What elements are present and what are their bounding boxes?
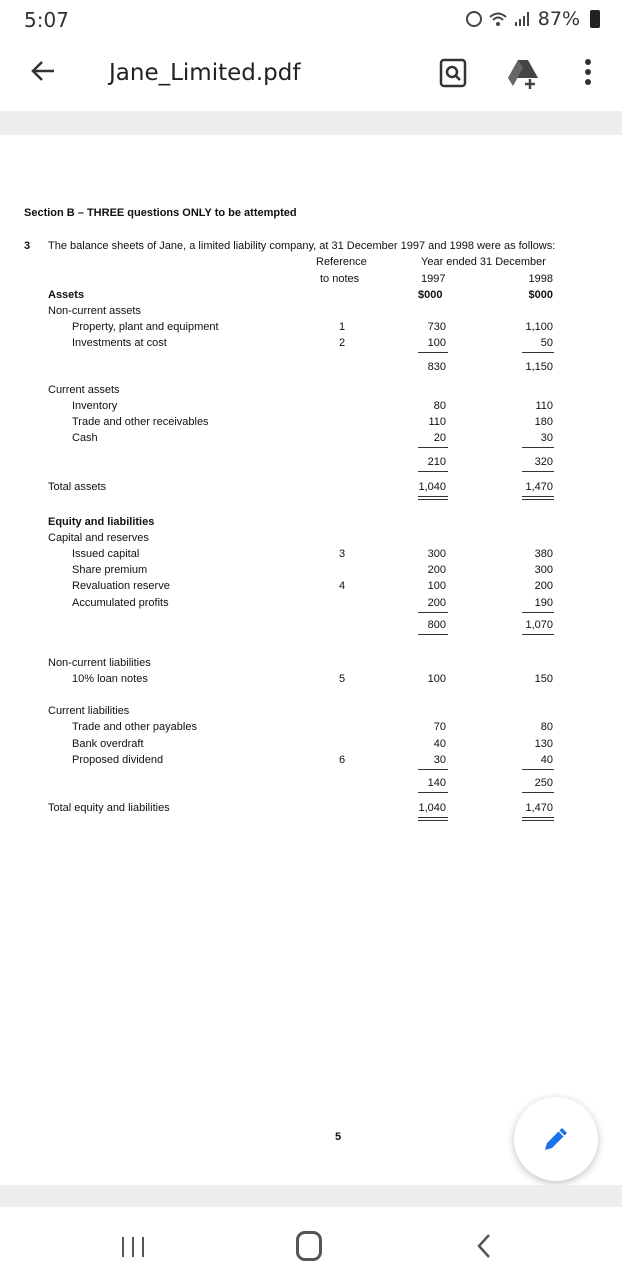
ref-header-2: to notes — [320, 273, 360, 285]
inventory-1998: 110 — [535, 400, 553, 412]
share-premium-1997: 200 — [427, 564, 446, 576]
double-underline — [522, 820, 554, 821]
cash-1998: 30 — [540, 432, 553, 444]
nca-total-1997: 830 — [427, 361, 446, 373]
underline — [522, 612, 554, 613]
loan-notes-label: 10% loan notes — [72, 673, 148, 685]
double-underline — [418, 820, 448, 821]
accumulated-1997: 200 — [427, 597, 446, 609]
total-eq-liab-1997: 1,040 — [418, 802, 446, 814]
investments-1998: 50 — [540, 337, 553, 349]
cash-1997: 20 — [433, 432, 446, 444]
dividend-ref: 6 — [338, 754, 346, 766]
overdraft-1998: 130 — [534, 738, 553, 750]
cash-label: Cash — [72, 432, 98, 444]
cl-total-1998: 250 — [534, 777, 553, 789]
accumulated-label: Accumulated profits — [72, 597, 169, 609]
underline — [522, 352, 554, 353]
revaluation-ref: 4 — [338, 580, 346, 592]
nav-back-icon[interactable] — [474, 1231, 494, 1261]
unit-1998: $000 — [528, 289, 553, 301]
receivables-1997: 110 — [428, 416, 446, 428]
system-nav-bar — [0, 1207, 622, 1280]
double-underline — [418, 496, 448, 497]
payables-1998: 80 — [540, 721, 553, 733]
loan-notes-1998: 150 — [534, 673, 553, 685]
wifi-icon — [488, 11, 508, 27]
double-underline — [522, 496, 554, 497]
payables-1997: 70 — [433, 721, 446, 733]
overdraft-1997: 40 — [433, 738, 446, 750]
ca-heading: Current assets — [48, 384, 120, 396]
page-number: 5 — [335, 1131, 342, 1143]
home-icon[interactable] — [296, 1231, 322, 1261]
investments-1997: 100 — [427, 337, 446, 349]
recents-icon[interactable] — [122, 1237, 144, 1259]
share-premium-1998: 300 — [534, 564, 553, 576]
underline — [522, 471, 554, 472]
underline — [522, 634, 554, 635]
total-eq-liab-1998: 1,470 — [525, 802, 553, 814]
status-bar — [0, 0, 622, 38]
underline — [418, 471, 448, 472]
nca-total-1998: 1,150 — [525, 361, 553, 373]
underline — [418, 612, 448, 613]
total-assets-1998: 1,470 — [525, 481, 553, 493]
receivables-1998: 180 — [534, 416, 553, 428]
page-separator-top — [0, 111, 622, 135]
ca-total-1998: 320 — [534, 456, 553, 468]
double-underline — [418, 817, 448, 818]
edit-fab-button[interactable] — [514, 1097, 598, 1181]
year-ended-header: Year ended 31 December — [421, 256, 546, 268]
battery-icon — [590, 10, 600, 28]
underline — [418, 352, 448, 353]
capital-reserves-heading: Capital and reserves — [48, 532, 149, 544]
underline — [418, 634, 448, 635]
loan-notes-1997: 100 — [427, 673, 446, 685]
issued-capital-label: Issued capital — [72, 548, 140, 560]
inventory-label: Inventory — [72, 400, 118, 412]
investments-label: Investments at cost — [72, 337, 167, 349]
assets-heading: Assets — [48, 289, 85, 301]
ppe-1998: 1,100 — [525, 321, 553, 333]
ca-total-1997: 210 — [427, 456, 446, 468]
unit-1997: $000 — [418, 289, 443, 301]
year-1998: 1998 — [528, 273, 553, 285]
receivables-label: Trade and other receivables — [72, 416, 209, 428]
battery-percent: 87% — [537, 8, 580, 30]
ncl-heading: Non-current liabilities — [48, 657, 151, 669]
investments-ref: 2 — [338, 337, 346, 349]
back-arrow-icon[interactable] — [28, 56, 58, 86]
status-time: 5:07 — [24, 8, 69, 32]
revaluation-label: Revaluation reserve — [72, 580, 170, 592]
dividend-1998: 40 — [540, 754, 553, 766]
ppe-ref: 1 — [338, 321, 346, 333]
nca-heading: Non-current assets — [48, 305, 141, 317]
underline — [418, 769, 448, 770]
status-icons — [466, 8, 600, 30]
ppe-label: Property, plant and equipment — [72, 321, 219, 333]
underline — [418, 792, 448, 793]
inventory-1997: 80 — [433, 400, 446, 412]
signal-icon — [514, 11, 532, 27]
issued-capital-ref: 3 — [338, 548, 346, 560]
issued-capital-1997: 300 — [427, 548, 446, 560]
question-number: 3 — [24, 240, 31, 252]
underline — [418, 447, 448, 448]
question-intro: The balance sheets of Jane, a limited liability company, at 31 December 1997 and 1998 were as follows: — [48, 240, 556, 252]
underline — [522, 769, 554, 770]
page-separator-bottom — [0, 1185, 622, 1207]
double-underline — [522, 499, 554, 500]
alarm-icon — [466, 11, 482, 27]
double-underline — [522, 817, 554, 818]
payables-label: Trade and other payables — [72, 721, 197, 733]
equity-heading: Equity and liabilities — [48, 516, 155, 528]
equity-total-1997: 800 — [427, 619, 446, 631]
revaluation-1997: 100 — [427, 580, 446, 592]
year-1997: 1997 — [421, 273, 446, 285]
section-heading: Section B – THREE questions ONLY to be attempted — [24, 207, 297, 219]
document-title: Jane_Limited.pdf — [109, 60, 301, 86]
total-eq-liab-label: Total equity and liabilities — [48, 802, 170, 814]
double-underline — [418, 499, 448, 500]
issued-capital-1998: 380 — [534, 548, 553, 560]
ref-header-1: Reference — [316, 256, 367, 268]
accumulated-1998: 190 — [534, 597, 553, 609]
more-options-icon[interactable] — [578, 56, 598, 90]
cl-total-1997: 140 — [427, 777, 446, 789]
overdraft-label: Bank overdraft — [72, 738, 144, 750]
app-bar — [0, 38, 622, 110]
cl-heading: Current liabilities — [48, 705, 130, 717]
total-assets-label: Total assets — [48, 481, 107, 493]
underline — [522, 792, 554, 793]
equity-total-1998: 1,070 — [525, 619, 553, 631]
find-in-page-icon[interactable] — [438, 58, 468, 88]
loan-notes-ref: 5 — [338, 673, 346, 685]
dividend-1997: 30 — [433, 754, 446, 766]
total-assets-1997: 1,040 — [418, 481, 446, 493]
add-to-drive-icon[interactable] — [506, 56, 542, 90]
revaluation-1998: 200 — [534, 580, 553, 592]
share-premium-label: Share premium — [72, 564, 148, 576]
pdf-page — [0, 135, 622, 1185]
ppe-1997: 730 — [427, 321, 446, 333]
pencil-icon — [541, 1124, 571, 1154]
dividend-label: Proposed dividend — [72, 754, 164, 766]
underline — [522, 447, 554, 448]
